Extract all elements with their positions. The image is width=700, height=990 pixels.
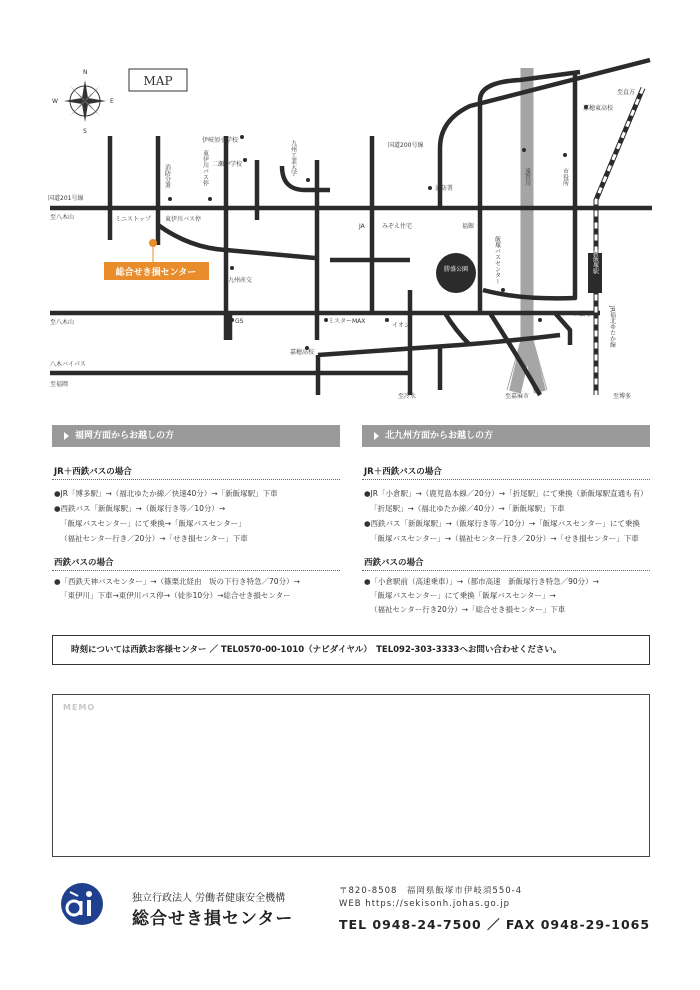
to-kaho-label: 至嘉麻市 <box>505 393 530 400</box>
to-yagiyama-1: 至八木山 <box>50 214 75 221</box>
station-label: 新飯塚駅 <box>591 250 599 274</box>
divider <box>52 479 340 480</box>
fukuoka-bank-label: 福銀 <box>462 223 475 230</box>
shobo-bunsho-label: 消防分署 <box>163 164 171 188</box>
fukuoka-header-text: 福岡方面からお越しの方 <box>75 431 175 441</box>
divider <box>362 479 650 480</box>
to-hakata-label: 至博多 <box>613 393 632 400</box>
iizuka-bus-center-label: 飯塚バスセンター <box>493 236 501 284</box>
kyushu-tech-label: 九州工業大学 <box>289 140 297 176</box>
to-yagiyama-2: 至八木山 <box>50 319 75 326</box>
website-link[interactable]: WEB https://sekisonh.johas.go.jp <box>339 899 511 909</box>
center-name: 総合せき損センター <box>132 909 294 929</box>
fukuoka-bus-line-2: 「東伊川」下車→東伊川バス停→（徒歩10分）→総合せき損センター <box>60 591 291 600</box>
route200-label: 国道200号線 <box>388 142 424 149</box>
triangle-icon <box>374 432 379 440</box>
gs-label: GS <box>235 318 244 325</box>
onga-river-label: 遠賀川 <box>523 168 531 186</box>
fukuoka-jr-line-2: ●西鉄バス「新飯塚駅」→（飯塚行き等／10分）→ <box>54 504 226 513</box>
kaho-east-high-label: 嘉穂東高校 <box>583 105 614 112</box>
fukuoka-header <box>52 425 340 447</box>
triangle-icon <box>64 432 69 440</box>
to-reisui-label: 至冷水 <box>398 393 417 400</box>
kitakyushu-bus-title: 西鉄バスの場合 <box>364 558 424 568</box>
kitakyushu-header-text: 北九州方面からお越しの方 <box>385 431 494 441</box>
ministop-label: ミニストップ <box>115 216 151 223</box>
compass-icon <box>52 69 114 135</box>
to-naokata-label: 至直方 <box>617 89 636 96</box>
kitakyushu-bus-line-3: （福祉センター行き20分）→「総合せき損センター」下車 <box>370 605 566 614</box>
fukuoka-jr-line-4: （福祉センター行き／20分）→「せき損センター」下車 <box>60 534 248 543</box>
kitakyushu-jr-line-2: 「折尾駅」→（福北ゆたか線／40分）→「新飯塚駅」下車 <box>370 504 565 513</box>
kitakyushu-jr-line-3: ●西鉄バス「新飯塚駅」→（飯塚行き等／10分）→「飯塚バスセンター」にて乗換 <box>364 519 640 528</box>
hello-work-label: ハローワーク飯塚 <box>543 311 592 318</box>
kitakyushu-jr-line-1: ●JR「小倉駅」→（鹿児島本線／20分）→「折尾駅」にて乗換（新飯塚駅直通も有） <box>364 489 648 498</box>
shoubousho-label: 消防署 <box>435 185 454 192</box>
kitakyushu-bus-line-2: 「飯塚バスセンター」にて乗換「飯塚バスセンター」→ <box>370 591 556 600</box>
yagi-bypass: 八木バイパス <box>50 361 86 368</box>
divider <box>362 570 650 571</box>
shiyakusho-label: 市役所 <box>561 168 569 186</box>
jr-line-label: JR福北ゆたか線 <box>608 306 616 348</box>
kitakyushu-jr-line-4: 「飯塚バスセンター」→（福祉センター行き／20分）→「せき損センター」下車 <box>370 534 639 543</box>
phone-fax: TEL 0948-24-7500 ／ FAX 0948-29-1065 <box>339 917 651 932</box>
fukuoka-jr-line-3: 「飯塚バスセンター」にて乗換→「飯塚バスセンター」 <box>60 519 246 528</box>
compass-e: E <box>110 98 114 105</box>
memo-label: MEMO <box>63 703 96 712</box>
nijuu-middle-label: 二瀬中学校 <box>212 161 243 168</box>
kyushu-sangyo-label: 九州産交 <box>228 277 253 284</box>
memo-box[interactable] <box>52 694 650 857</box>
center-label: 総合せき損センター <box>115 268 197 278</box>
divider <box>52 570 340 571</box>
higashi-iizuka-bus-label: 東伊川バス停 <box>165 216 202 223</box>
access-map <box>0 0 700 410</box>
route201-label: 国道201号線 <box>48 195 84 202</box>
kitakyushu-header <box>362 425 650 447</box>
jr-railway <box>596 88 643 395</box>
aeon-label: イオン <box>392 322 410 329</box>
map-title: MAP <box>143 74 173 88</box>
iisu-elem-label: 伊岐須小学校 <box>202 137 239 144</box>
to-fukuoka: 至福岡 <box>50 381 69 388</box>
kitakyushu-bus-line-1: ●「小倉駅前（高速乗車）」→（都市高速 新飯塚行き特急／90分）→ <box>364 577 599 586</box>
kaho-high-label: 嘉穂高校 <box>290 349 315 356</box>
ja-label: JA <box>359 223 365 230</box>
mister-max-label: ミスターMAX <box>328 318 366 325</box>
fukuoka-bus-title: 西鉄バスの場合 <box>54 558 114 568</box>
kitakyushu-jr-title: JR＋西鉄バスの場合 <box>364 467 442 477</box>
address: 〒820-8508 福岡県飯塚市伊岐須550-4 <box>339 886 523 896</box>
compass-s: S <box>83 128 87 135</box>
fukuoka-bus-line-1: ●「西鉄天神バスセンター」→（篠栗北経由 坂の下行き特急／70分）→ <box>54 577 300 586</box>
organization-name: 独立行政法人 労働者健康安全機構 <box>132 893 286 904</box>
park-label: 勝盛公園 <box>443 266 469 273</box>
fukuoka-jr-line-1: ●JR「博多駅」→（福北ゆたか線／快速40分）→「新飯塚駅」下車 <box>54 489 278 498</box>
higashi-iizuka-bus-v-label: 東伊川バス停 <box>201 150 209 186</box>
timetable-notice: 時刻については西鉄お客様センター ／ TEL0570-00-1010（ナビダイヤル） TEL092-303-3333へお問い合わせください。 <box>52 635 650 665</box>
compass-n: N <box>83 69 88 76</box>
organization-logo <box>52 882 112 926</box>
misoe-label: みぞえ住宅 <box>382 223 413 230</box>
fukuoka-jr-title: JR＋西鉄バスの場合 <box>54 467 132 477</box>
compass-w: W <box>52 98 58 105</box>
